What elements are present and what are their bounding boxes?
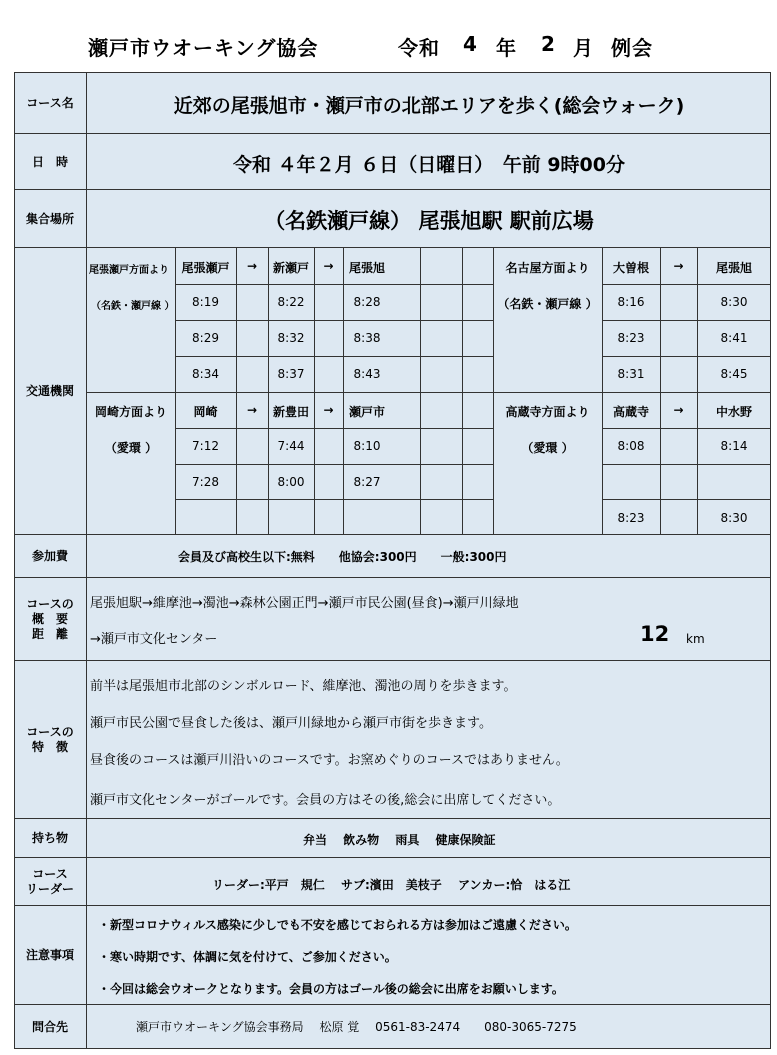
q1-time: 8:28 [353,295,381,309]
header [0,0,777,72]
q4-station-0: 高蔵寺 [612,405,649,419]
q1-time: 8:37 [277,367,305,381]
transport-center-divider [493,248,494,535]
overview-label: コースの 概 要 距 離 [14,578,87,661]
course-name-label: コース名 [14,72,87,134]
feature-line: 瀬戸市民公園で昼食した後は、瀬戸川緑地から瀬戸市街を歩きます。 [90,716,492,731]
q1-time: 8:19 [192,295,219,309]
era: 令和 [398,36,440,60]
distance-value: 12 [640,622,670,646]
q1-time: 8:38 [353,331,381,345]
arrow-icon: → [323,259,334,273]
q3-station-0: 岡崎 [193,405,218,419]
q3-station-2: 瀬戸市 [348,405,385,419]
q2-time: 8:16 [617,295,645,309]
contact-value: 瀬戸市ウオーキング協会事務局 松原 覚 0561-83-2474 080-3065-7275 [136,1020,577,1034]
q1-time: 8:22 [277,295,305,309]
q3-time: 7:44 [277,439,305,453]
q3-time: 8:10 [353,439,381,453]
q2-title: 名古屋方面より [505,261,590,275]
q2-time: 8:45 [720,367,748,381]
belongings-label: 持ち物 [14,819,87,858]
q2-time: 8:31 [617,367,645,381]
q2-station-0: 大曽根 [612,261,649,275]
year-number: 4 [463,32,478,56]
feature-line: 瀬戸市文化センターがゴールです。会員の方はその後,総会に出席してください。 [90,793,561,808]
meeting-title: 例会 [611,36,653,60]
q1-line: （名鉄・瀬戸線 ） [91,301,175,312]
q1-station-2: 尾張旭 [348,261,385,275]
q2-time: 8:41 [720,331,748,345]
q1-station-0: 尾張瀬戸 [181,261,230,275]
transport-mid-line [87,392,771,393]
q2-time: 8:30 [720,295,748,309]
q1-time: 8:32 [277,331,305,345]
q4-line: （愛環 ） [521,441,574,455]
arrow-icon: → [673,403,684,417]
leaders-label: コース リーダー [14,858,87,906]
note-line: ・新型コロナウィルス感染に少しでも不安を感じておられる方は参加はご遠慮ください。 [98,918,577,932]
q3-line: （愛環 ） [104,441,158,455]
year-suffix: 年 [496,36,517,60]
distance-unit: km [686,632,705,646]
meeting-place-label: 集合場所 [14,190,87,248]
q4-time: 8:08 [617,439,645,453]
overview-row [14,578,771,661]
feature-line: 前半は尾張旭市北部のシンボルロード、維摩池、濁池の周りを歩きます。 [90,679,517,694]
q4-time: 8:23 [617,511,645,525]
q1-time: 8:43 [353,367,381,381]
month-number: 2 [541,32,556,56]
arrow-icon: → [673,259,684,273]
q3-time: 8:27 [353,475,381,489]
route-line-2: →瀬戸市文化センター [90,632,218,647]
belongings-value: 弁当 飲み物 雨具 健康保険証 [303,833,496,847]
arrow-icon: → [323,403,334,417]
fee-value: 会員及び高校生以下:無料 他協会:300円 一般:300円 [178,550,507,564]
q3-time: 7:12 [192,439,219,453]
fee-label: 参加費 [14,535,87,578]
q3-title: 岡崎方面より [94,405,167,419]
q4-time: 8:30 [720,511,748,525]
transport-label: 交通機関 [14,248,87,535]
q2-station-1: 尾張旭 [715,261,752,275]
q3-time: 8:00 [277,475,305,489]
route-line-1: 尾張旭駅→維摩池→濁池→森林公園正門→瀬戸市民公園(昼食)→瀬戸川緑地 [90,596,519,611]
leaders-value: リーダー:平戸 規仁 サブ:濱田 美枝子 アンカー:恰 はる江 [212,878,571,892]
q1-station-1: 新瀬戸 [272,261,309,275]
q2-line: （名鉄・瀬戸線 ） [497,297,598,311]
q4-title: 高蔵寺方面より [505,405,590,419]
q1-time: 8:29 [192,331,219,345]
meeting-place-value: （名鉄瀬戸線） 尾張旭駅 駅前広場 [264,209,594,233]
q4-time: 8:14 [720,439,748,453]
features-label: コースの 特 徴 [14,661,87,819]
datetime-value: 令和 ４年２月 ６日（日曜日） 午前 9時00分 [232,154,625,176]
arrow-icon: → [246,403,258,417]
contact-label: 問合先 [14,1005,87,1049]
q4-station-1: 中水野 [715,405,752,419]
q1-title: 尾張瀬戸方面より [89,265,169,276]
q2-time: 8:23 [617,331,645,345]
arrow-icon: → [246,259,258,273]
month-suffix: 月 [573,36,594,60]
q3-station-1: 新豊田 [272,405,309,419]
q1-time: 8:34 [192,367,219,381]
note-line: ・寒い時期です、体調に気を付けて、ご参加ください。 [98,950,397,964]
q3-time: 7:28 [192,475,219,489]
feature-line: 昼食後のコースは瀬戸川沿いのコースです。お窯めぐりのコースではありません。 [90,753,569,768]
note-line: ・今回は総会ウオークとなります。会員の方はゴール後の総会に出席をお願いします。 [98,982,564,996]
course-name-value: 近郊の尾張旭市・瀬戸市の北部エリアを歩く(総会ウォーク) [173,95,685,117]
org-title: 瀬戸市ウオーキング協会 [88,36,319,60]
datetime-label: 日 時 [14,134,87,190]
notes-label: 注意事項 [14,906,87,1005]
